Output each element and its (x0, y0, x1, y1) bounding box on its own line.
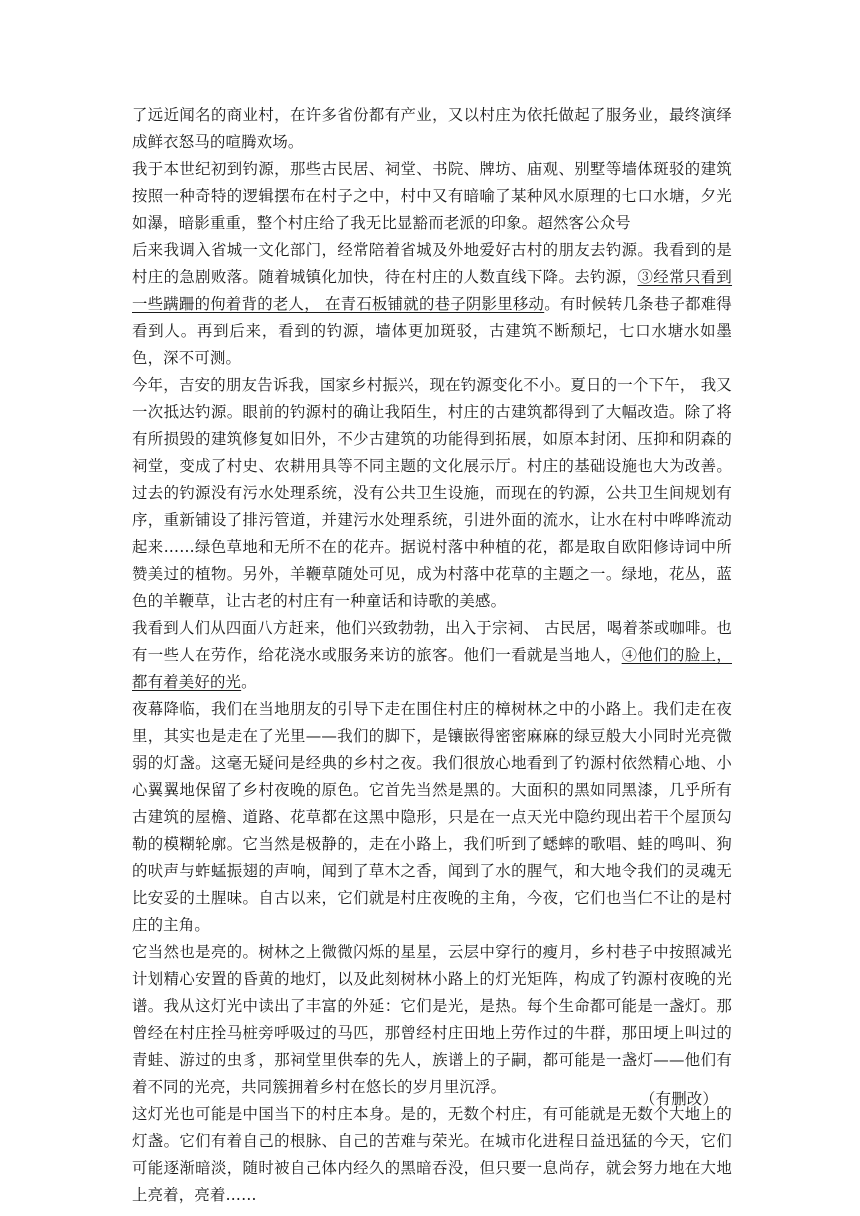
paragraph (132, 102, 732, 156)
article-body (132, 102, 732, 1209)
source-note: （有删改） (640, 1090, 718, 1108)
text-segment: 我看到人们从四面八方赶来，他们兴致勃勃，出入于宗祠、 古民居，喝着茶或咖啡。也有一些人在劳作，给花浇水或服务来访的旅客。他们一看就是当地人， (132, 619, 732, 664)
text-segment: 。有时候转几条巷子都难得看到人。再到后来，看到的钓源，墙体更加斑驳，古建筑不断颓圮，七口水塘水如墨色，深不可测。 (132, 295, 733, 367)
text-segment: 夜幕降临，我们在当地朋友的引导下走在围住村庄的樟树林之中的小路上。我们走在夜里，其实也是走在了光里——我们的脚下，是镶嵌得密密麻麻的绿豆般大小同时光亮微弱的灯盏。这毫无疑问是经典的乡村之夜。我们很放心地看到了钓源村依然精心地、小心翼翼地保留了乡村夜晚的原色。它首先当然是黑的。大面积的黑如同黑漆，几乎所有古建筑的屋檐、道路、花草都在这黑中隐形，只是在一点天光中隐约现出若干个屋顶勾勒的模糊轮廓。它当然是极静的，走在小路上，我们听到了蟋蟀的歌唱、蛙的鸣叫、狗的吠声与蚱蜢振翅的声响，闻到了草木之香，闻到了水的腥气，和大地令我们的灵魂无比安妥的土腥味。自古以来，它们就是村庄夜晚的主角，今夜，它们也当仁不让的是村庄的主角。 (132, 700, 732, 934)
text-segment: 今年，吉安的朋友告诉我，国家乡村振兴，现在钓源变化不小。夏日的一个下午， 我又一次抵达钓源。眼前的钓源村的确让我陌生，村庄的古建筑都得到了大幅改造。除了将有所损毁的建筑修复如旧外，不少古建筑的功能得到拓展，如原本封闭、压抑和阴森的祠堂，变成了村史、农耕用具等不同主题的文化展示厅。村庄的基础设施也大为改善。过去的钓源没有污水处理系统，没有公共卫生设施，而现在的钓源，公共卫生间规划有序，重新铺设了排污管道，并建污水处理系统，引进外面的流水，让水在村中哗哗流动起来……绿色草地和无所不在的花卉。据说村落中种植的花，都是取自欧阳修诗词中所赞美过的植物。另外，羊鞭草随处可见，成为村落中花草的主题之一。绿地，花丛，蓝色的羊鞭草，让古老的村庄有一种童话和诗歌的美感。 (132, 376, 732, 610)
text-segment: 。 (241, 673, 257, 691)
text-segment: 后来我调入省城一文化部门，经常陪着省城及外地爱好古村的朋友去钓源。我看到的是村庄的急剧败落。随着城镇化加快，待在村庄的人数直线下降。去钓源， (132, 241, 732, 286)
paragraph (132, 615, 732, 696)
paragraph (132, 939, 732, 1101)
paragraph (132, 156, 732, 237)
underlined-sentence: ③经常只看到一些蹒跚的佝着背的老人， 在青石板铺就的巷子阴影里移动 (132, 268, 733, 313)
paragraph (132, 237, 732, 372)
underlined-sentence: ④他们的脸上，都有着美好的光 (132, 646, 732, 691)
paragraph (132, 372, 732, 615)
text-segment: 这灯光也可能是中国当下的村庄本身。是的，无数个村庄，有可能就是无数个大地上的灯盏。它们有着自己的根脉、自己的苦难与荣光。在城市化进程日益迅猛的今天，它们可能逐渐暗淡，随时被自己体内经久的黑暗吞没，但只要一息尚存，就会努力地在大地上亮着，亮着…… (132, 1105, 732, 1204)
paragraph (132, 696, 732, 939)
text-segment: 它当然也是亮的。树林之上微微闪烁的星星，云层中穿行的瘦月，乡村巷子中按照减光计划精心安置的昏黄的地灯，以及此刻树林小路上的灯光矩阵，构成了钓源村夜晚的光谱。我从这灯光中读出了丰富的外延：它们是光，是热。每个生命都可能是一盏灯。那曾经在村庄拴马桩旁呼吸过的马匹，那曾经村庄田地上劳作过的牛群，那田埂上叫过的青蛙、游过的虫豸，那祠堂里供奉的先人，族谱上的子嗣，都可能是一盏灯——他们有着不同的光亮，共同簇拥着乡村在悠长的岁月里沉浮。 (132, 943, 732, 1096)
text-segment: 我于本世纪初到钓源，那些古民居、祠堂、书院、牌坊、庙观、别墅等墙体斑驳的建筑按照一种奇特的逻辑摆布在村子之中，村中又有暗喻了某种风水原理的七口水塘，夕光如瀑，暗影重重，整个村庄给了我无比显豁而老派的印象。超然客公众号 (132, 160, 732, 232)
text-segment: 了远近闻名的商业村，在许多省份都有产业，又以村庄为依托做起了服务业，最终演绎成鲜衣怒马的喧腾欢场。 (132, 106, 732, 151)
paragraph (132, 1101, 732, 1209)
article-note-wrap (132, 1086, 732, 1113)
